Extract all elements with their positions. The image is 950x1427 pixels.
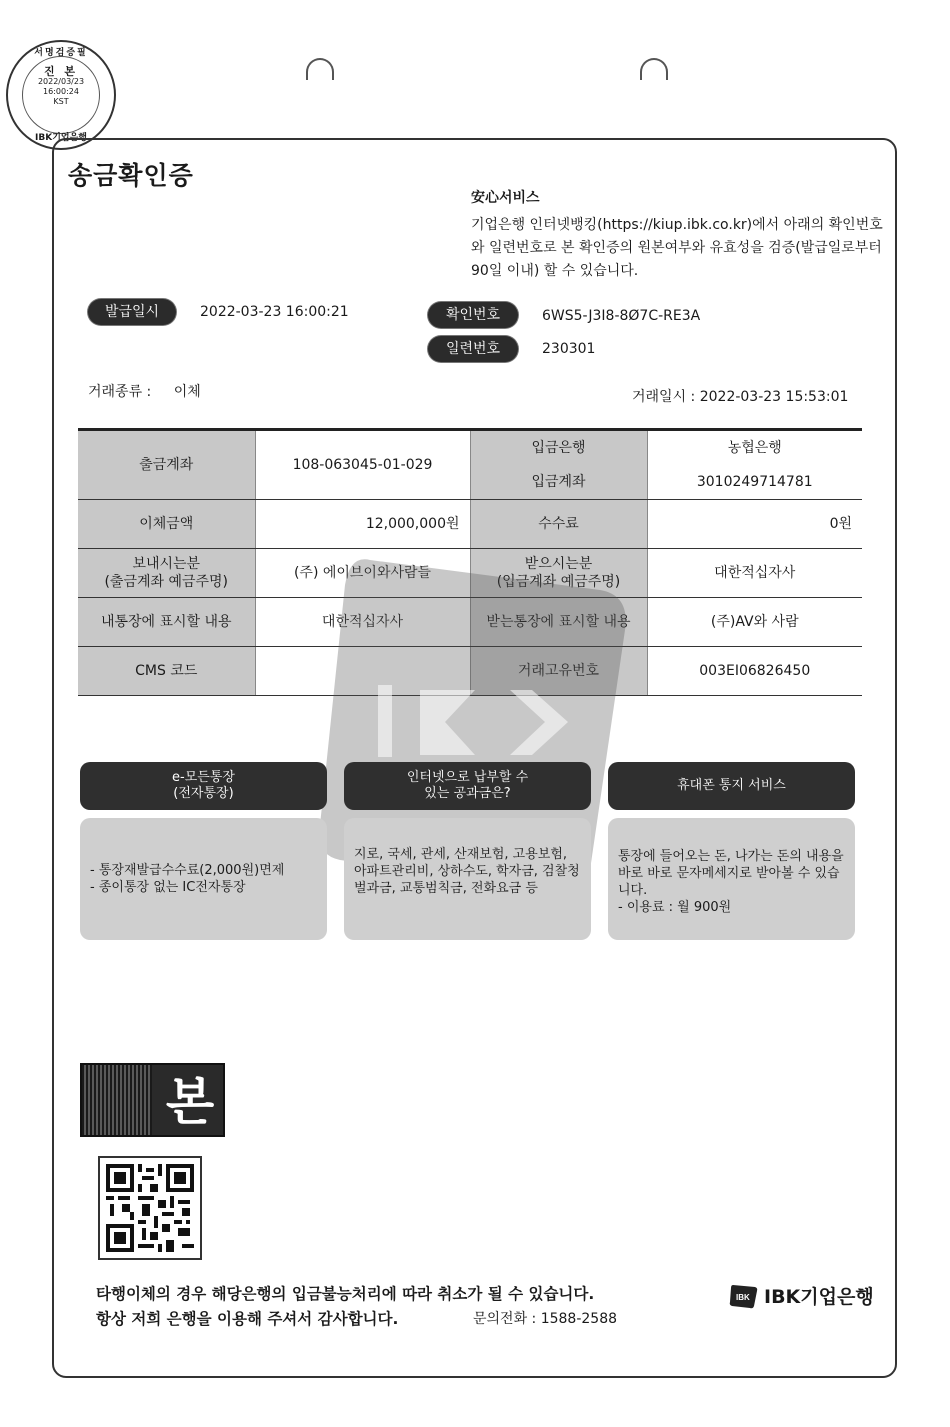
seal-inner (22, 56, 100, 134)
ibk-logo-icon (729, 1283, 759, 1309)
fee-label: 수수료 (470, 500, 647, 549)
ad-body-line2: - 종이통장 없는 IC전자통장 (90, 880, 246, 895)
original-stamp (80, 1063, 225, 1137)
transaction-type (88, 381, 201, 401)
amount-label: 이체금액 (78, 500, 255, 549)
transaction-time-value: 2022-03-23 15:53:01 (699, 389, 849, 405)
transaction-type-label: 거래종류 : (88, 384, 152, 400)
unique-number-label: 거래고유번호 (470, 647, 647, 696)
sender-label (78, 549, 255, 598)
ad-head-line1: 휴대폰 통지 서비스 (677, 778, 786, 793)
seal-top-text: 서명검증필 (34, 48, 88, 58)
amount-value: 12,000,000원 (255, 500, 470, 549)
ad-body-line1: - 통장재발급수수료(2,000원)면제 (90, 863, 285, 878)
stamp-character: 본 (165, 1073, 215, 1131)
stamp-pattern (82, 1065, 152, 1137)
sender-value: (주) 에이브이와사람들 (255, 549, 470, 598)
seal-timezone: KST (53, 97, 69, 106)
out-account-label: 출금계좌 (78, 430, 255, 500)
ad-box-body-mobile (608, 818, 855, 940)
seal-title: 진 본 (43, 65, 79, 78)
table-row (78, 598, 862, 647)
in-account-value: 3010249714781 (647, 465, 862, 500)
table-row (78, 549, 862, 598)
qr-code[interactable] (98, 1156, 202, 1260)
ibk-logo-text: IBK기업은행 (764, 1286, 874, 1308)
confirm-number-label: 확인번호 (428, 302, 518, 328)
in-account-label: 입금계좌 (470, 465, 647, 500)
in-bank-value: 농협은행 (647, 430, 862, 465)
ad-box-head-mobile (608, 762, 855, 810)
qr-code-icon (106, 1164, 194, 1252)
sender-label-line2: (출금계좌 예금주명) (104, 574, 229, 590)
footer-notice-line2: 항상 저희 은행을 이용해 주셔서 감사합니다. (96, 1310, 399, 1328)
serial-number-value: 230301 (542, 341, 596, 357)
authenticity-seal (6, 40, 116, 150)
footer-notice-line1: 타행이체의 경우 해당은행의 입금불능처리에 따라 취소가 될 수 있습니다. (96, 1285, 595, 1303)
their-memo-label: 받는통장에 표시할 내용 (470, 598, 647, 647)
ad-body-line2: - 이용료 : 월 900원 (618, 900, 732, 915)
table-row (78, 430, 862, 465)
service-title: 安心서비스 (471, 190, 540, 206)
table-row (78, 500, 862, 549)
transaction-time (632, 386, 848, 406)
transaction-type-value: 이체 (173, 384, 201, 400)
cms-code-value (255, 647, 470, 696)
punch-hole-right (640, 58, 668, 80)
transfer-table (78, 428, 862, 696)
ad-head-line1: e-모든통장 (172, 770, 235, 785)
ad-head-line1: 인터넷으로 납부할 수 (406, 770, 529, 785)
transaction-time-label: 거래일시 : (632, 389, 696, 405)
ad-body-line1: 통장에 들어오는 돈, 나가는 돈의 내용을 바로 바로 문자메세지로 받아볼 수 있습니다. (618, 849, 844, 898)
page-title: 송금확인증 (68, 161, 194, 190)
receiver-label-line2: (입금계좌 예금주명) (496, 574, 621, 590)
out-account-value: 108-063045-01-029 (255, 430, 470, 500)
my-memo-label: 내통장에 표시할 내용 (78, 598, 255, 647)
ad-box-head-utility (344, 762, 591, 810)
ad-head-line2: 있는 공과금은? (424, 786, 511, 801)
unique-number-value: 003EI06826450 (647, 647, 862, 696)
punch-hole-left (306, 58, 334, 80)
ad-head-line2: (전자통장) (173, 786, 234, 801)
seal-bottom-text: IBK기업은행 (35, 133, 87, 143)
serial-number-label: 일련번호 (428, 336, 518, 362)
receiver-label-line1: 받으시는분 (524, 556, 593, 572)
confirm-number-value: 6WS5-J3I8-8Ø7C-RE3A (542, 308, 701, 324)
ibk-logo (729, 1282, 874, 1309)
ad-box-body-utility (344, 818, 591, 940)
my-memo-value: 대한적십자사 (255, 598, 470, 647)
in-bank-label: 입금은행 (470, 430, 647, 465)
service-description: 기업은행 인터넷뱅킹(https://kiup.ibk.co.kr)에서 아래의 확인번호와 일련번호로 본 확인증의 원본여부와 유효성을 검증(발급일로부터 90일 이내) 할 수 있습니다. (471, 217, 883, 279)
fee-value: 0원 (647, 500, 862, 549)
contact-phone: 문의전화 : 1588-2588 (473, 1311, 618, 1327)
their-memo-value: (주)AV와 사람 (647, 598, 862, 647)
cms-code-label: CMS 코드 (78, 647, 255, 696)
ad-body-line1: 지로, 국세, 관세, 산재보험, 고용보험, 아파트관리비, 상하수도, 학자금, 검찰청벌과금, 교통범칙금, 전화요금 등 (354, 847, 580, 896)
table-row (78, 647, 862, 696)
issue-date-value: 2022-03-23 16:00:21 (200, 304, 349, 320)
ad-box-head-e-passbook (80, 762, 327, 810)
receiver-label (470, 549, 647, 598)
seal-date: 2022/03/23 (37, 77, 85, 86)
ad-box-body-e-passbook (80, 818, 327, 940)
issue-date-label: 발급일시 (88, 299, 176, 325)
receiver-value: 대한적십자사 (647, 549, 862, 598)
seal-time: 16:00:24 (43, 87, 79, 96)
ibk-logo-mark: IBK (736, 1292, 750, 1302)
sender-label-line1: 보내시는분 (132, 556, 201, 572)
